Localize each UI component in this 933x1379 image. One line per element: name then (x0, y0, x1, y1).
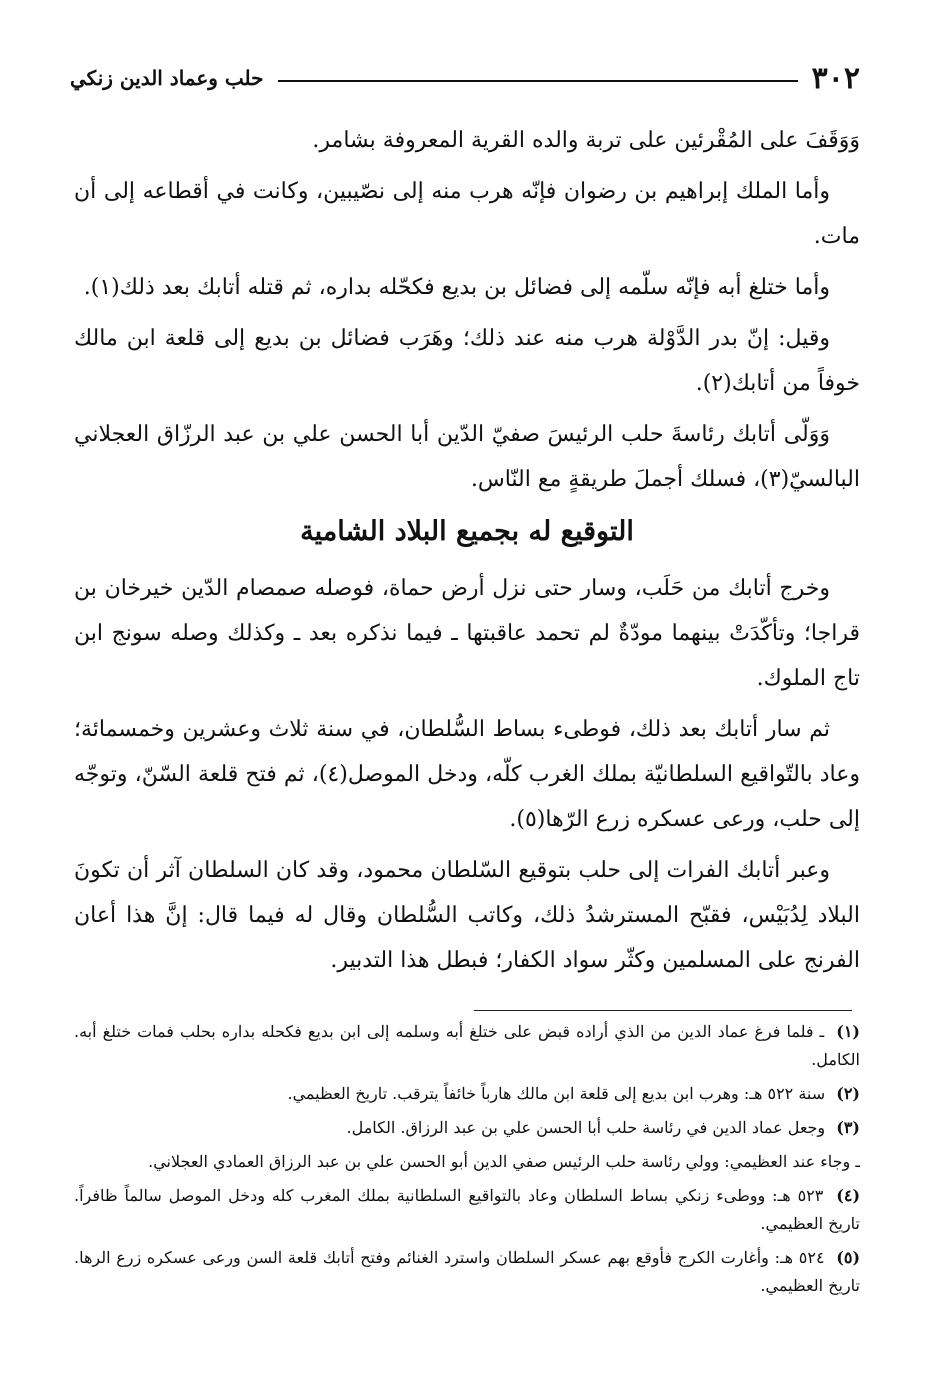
footnote-number: (٤) (836, 1186, 860, 1205)
running-header (70, 56, 860, 100)
paragraph: ثم سار أتابك بعد ذلك، فوطىء بساط السُّلطان، في سنة ثلاث وعشرين وخمسمائة؛ وعاد بالتّواقيع السلطانيّة بملك الغرب كلّه، ودخل الموصل(٤)، ثم فتح قلعة السّنّ، وتوجّه إلى حلب، ورعى عسكره زرع الرّها(٥). (74, 717, 860, 832)
paragraph: وَوَقَفَ على المُقْرئين على تربة والده القرية المعروفة بشامر. (312, 128, 860, 153)
footnote (74, 1114, 860, 1142)
footnote (74, 1244, 860, 1300)
paragraph: وأما الملك إبراهيم بن رضوان فإنّه هرب منه إلى نصّيبين، وكانت في أقطاعه إلى أن مات. (74, 179, 860, 249)
footnote-divider (474, 1010, 852, 1011)
footnote-text: وجعل عماد الدين في رئاسة حلب أبا الحسن علي بن عبد الرزاق. الكامل. (346, 1118, 826, 1137)
footnote-text: ـ فلما فرغ عماد الدين من الذي أراده قبض على ختلغ أبه وسلمه إلى ابن بديع فكحله بداره بحلب فمات ختلغ أبه. الكامل. (74, 1022, 860, 1069)
paragraph: وقيل: إنّ بدر الدَّوْلة هرب منه عند ذلك؛ وهَرَب فضائل بن بديع إلى قلعة ابن مالك خوفاً من أتابك(٢). (74, 326, 860, 396)
paragraph: وأما ختلغ أبه فإنّه سلّمه إلى فضائل بن بديع فكحّله بداره، ثم قتله أتابك بعد ذلك(١). (83, 275, 830, 300)
footnote-text: ٥٢٣ هـ: ووطىء زنكي بساط السلطان وعاد بالتواقيع السلطانية بملك المغرب كله ودخل الموصل سالماً ظافراً. تاريخ العظيمي. (74, 1186, 860, 1233)
footnote (74, 1018, 860, 1074)
section-heading: التوقيع له بجميع البلاد الشامية (300, 516, 634, 547)
footnote (74, 1080, 860, 1108)
footnote-number: (٥) (836, 1248, 860, 1267)
running-title: حلب وعماد الدين زنكي (70, 66, 264, 90)
paragraph: وَوَلّى أتابك رئاسةَ حلب الرئيسَ صفيّ الدّين أبا الحسن علي بن عبد الرزّاق العجلاني البالسيّ(٣)، فسلك أجملَ طريقةٍ مع النّاس. (74, 422, 860, 492)
footnote-number: (١) (836, 1022, 860, 1041)
footnote-number: (٢) (836, 1084, 860, 1103)
footnote-continuation (74, 1148, 860, 1176)
main-text (74, 118, 860, 1118)
footnotes (74, 1018, 860, 1348)
footnote-text: سنة ٥٢٢ هـ: وهرب ابن بديع إلى قلعة ابن مالك هارباً خائفاً يترقب. تاريخ العظيمي. (287, 1084, 826, 1103)
footnote (74, 1182, 860, 1238)
page-number: ٣٠٢ (811, 60, 860, 96)
footnote-text: ٥٢٤ هـ: وأغارت الكرج فأوقع بهم عسكر السلطان واسترد الغنائم وفتح أتابك قلعة السن ورعى عسكره زرع الرها. تاريخ العظيمي. (74, 1248, 860, 1295)
footnote-text: ـ وجاء عند العظيمي: وولي رئاسة حلب الرئيس صفي الدين أبو الحسن علي بن عبد الرزاق العمادي العجلاني. (148, 1152, 860, 1171)
header-rule (278, 80, 798, 82)
footnote-number: (٣) (836, 1118, 860, 1137)
paragraph: وعبر أتابك الفرات إلى حلب بتوقيع السّلطان محمود، وقد كان السلطان آثر أن تكونَ البلاد لِدُبَيْس، فقبّح المسترشدُ ذلك، وكاتب السُّلطان وقال له فيما قال: إنَّ هذا أعان الفرنج على المسلمين وكثّر سواد الكفار؛ فبطل هذا التدبير. (74, 858, 860, 973)
paragraph: وخرج أتابك من حَلَب، وسار حتى نزل أرض حماة، فوصله صمصام الدّين خيرخان بن قراجا؛ وتأكّدَتْ بينهما مودّةٌ لم تحمد عاقبتها ـ فيما نذكره بعد ـ وكذلك وصله سونج ابن تاج الملوك. (74, 576, 860, 691)
